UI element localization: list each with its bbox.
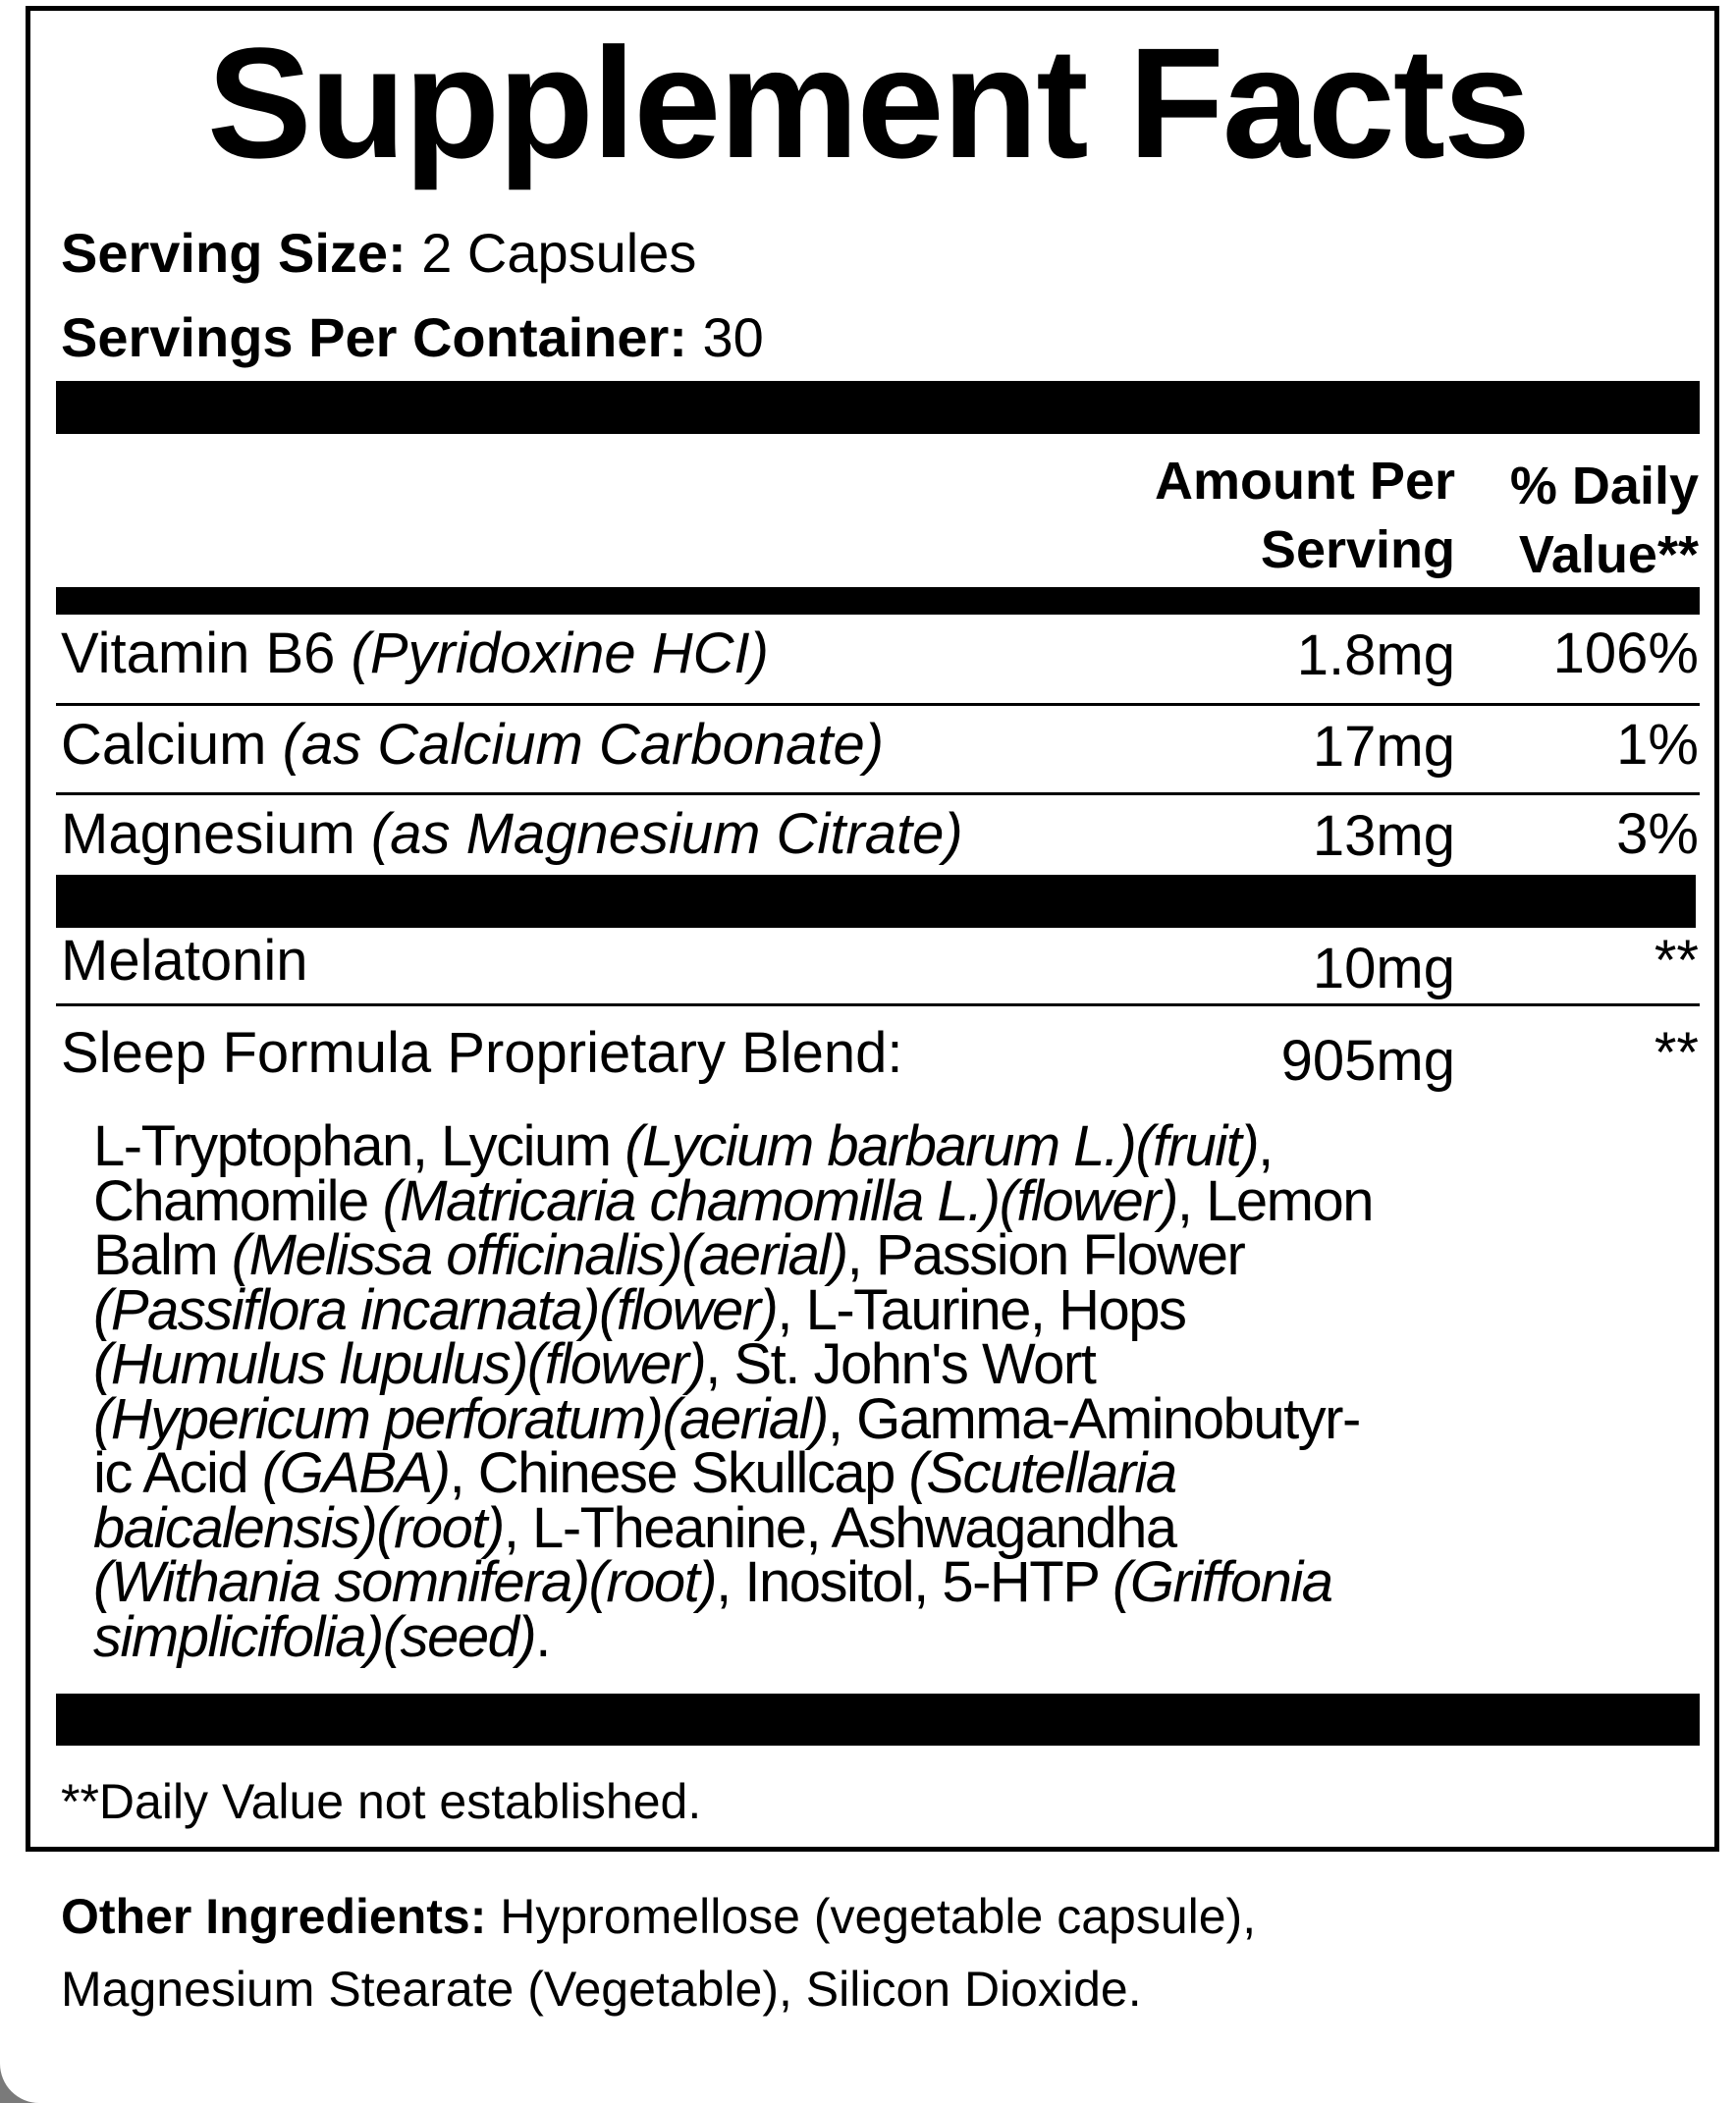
blend-ingredients-line — [93, 1441, 1373, 1505]
nutrient-source: (as Magnesium Citrate) — [370, 802, 963, 866]
botanical-source: (Scutellaria — [908, 1441, 1176, 1505]
ingredient-text: , L-Taurine, Hops — [777, 1277, 1186, 1342]
ingredient-text: Balm — [93, 1223, 232, 1287]
row-divider — [56, 703, 1700, 706]
nutrient-source: (as Calcium Carbonate) — [282, 713, 885, 777]
ingredient-text: , Chinese Skullcap — [449, 1441, 909, 1505]
dv-header-line1: % Daily — [1509, 457, 1699, 515]
ingredient-text: , — [1258, 1114, 1273, 1178]
nutrient-amount: 13mg — [1312, 804, 1455, 868]
ingredient-text: , Passion Flower — [846, 1223, 1245, 1287]
botanical-source: simplicifolia)(seed) — [93, 1604, 536, 1669]
row-divider — [56, 792, 1700, 795]
other-ingredients-line1 — [61, 1887, 1256, 1946]
servings-per-container — [61, 306, 764, 369]
botanical-source: baicalensis)(root) — [93, 1495, 504, 1560]
botanical-source: (Humulus lupulus)(flower) — [93, 1332, 706, 1396]
blend-ingredients-line — [93, 1223, 1373, 1287]
botanical-source: (Passiflora incarnata)(flower) — [93, 1277, 778, 1342]
nutrient-source: (Pyridoxine HCI) — [351, 621, 769, 685]
servings-per-container-label: Servings Per Container: — [61, 306, 687, 368]
daily-value-header — [1510, 452, 1699, 589]
ingredient-text: . — [535, 1604, 550, 1669]
medium-divider — [56, 587, 1700, 615]
nutrient-daily-value: 3% — [1616, 802, 1699, 866]
serving-size — [61, 222, 696, 285]
dv-header-line2: Value** — [1518, 525, 1699, 584]
ingredient-text: L-Tryptophan, Lycium — [93, 1114, 625, 1178]
nutrient-name — [61, 711, 884, 780]
blend-ingredients-line — [93, 1168, 1373, 1233]
botanical-source: (Lycium barbarum L.)(fruit) — [624, 1114, 1259, 1178]
amount-header-line1: Amount Per — [1154, 452, 1455, 511]
other-ingredients-text: Hypromellose (vegetable capsule), — [486, 1889, 1257, 1944]
blend-daily-value: ** — [1654, 1021, 1699, 1085]
row-divider — [56, 1003, 1700, 1006]
other-ingredients-label: Other Ingredients: — [61, 1889, 487, 1944]
nutrient-name — [61, 620, 769, 688]
amount-header — [1155, 447, 1455, 584]
blend-ingredients-line — [93, 1604, 1373, 1669]
thick-divider — [56, 381, 1700, 434]
blend-ingredients-line — [93, 1550, 1373, 1614]
ingredient-text: Chamomile — [93, 1168, 383, 1233]
daily-value-footnote: **Daily Value not established. — [61, 1774, 702, 1829]
botanical-source: (GABA) — [261, 1441, 450, 1505]
nutrient-daily-value: 1% — [1616, 713, 1699, 777]
blend-name: Sleep Formula Proprietary Blend: — [61, 1021, 903, 1085]
blend-ingredients-line — [93, 1386, 1373, 1451]
blend-ingredients-list — [93, 1114, 1373, 1669]
nutrient-amount: 1.8mg — [1296, 623, 1455, 687]
blend-ingredients-line — [93, 1114, 1373, 1178]
ingredient-text: , Gamma-Aminobutyr- — [827, 1386, 1360, 1451]
thick-divider — [56, 1694, 1700, 1746]
nutrient-label: Magnesium — [61, 802, 371, 866]
melatonin-amount: 10mg — [1312, 937, 1455, 1000]
nutrient-name — [61, 800, 963, 869]
servings-per-container-value: 30 — [686, 306, 764, 368]
amount-header-line2: Serving — [1260, 520, 1455, 579]
serving-size-label: Serving Size: — [61, 222, 407, 284]
blend-ingredients-line — [93, 1277, 1373, 1342]
nutrient-label: Calcium — [61, 713, 283, 777]
panel-title: Supplement Facts — [206, 15, 1530, 190]
thick-divider — [56, 875, 1696, 928]
blend-amount: 905mg — [1280, 1029, 1455, 1093]
botanical-source: (Withania somnifera)(root) — [93, 1550, 717, 1614]
serving-size-value: 2 Capsules — [406, 222, 697, 284]
blend-ingredients-line — [93, 1332, 1373, 1396]
nutrient-amount: 17mg — [1312, 715, 1455, 779]
ingredient-text: ic Acid — [93, 1441, 262, 1505]
nutrient-label: Vitamin B6 — [61, 621, 352, 685]
ingredient-text: , Inositol, 5-HTP — [716, 1550, 1112, 1614]
other-ingredients-line2: Magnesium Stearate (Vegetable), Silicon Dioxide. — [61, 1962, 1142, 2017]
botanical-source: (Hypericum perforatum)(aerial) — [93, 1386, 828, 1451]
botanical-source: (Griffonia — [1112, 1550, 1332, 1614]
ingredient-text: , Lemon — [1176, 1168, 1373, 1233]
ingredient-text: , St. John's Wort — [705, 1332, 1096, 1396]
blend-ingredients-line — [93, 1495, 1373, 1560]
ingredient-text: , L-Theanine, Ashwagandha — [503, 1495, 1176, 1560]
melatonin-name: Melatonin — [61, 929, 308, 993]
melatonin-daily-value: ** — [1654, 929, 1699, 993]
botanical-source: (Matricaria chamomilla L.)(flower) — [382, 1168, 1177, 1233]
nutrient-daily-value: 106% — [1552, 621, 1699, 685]
botanical-source: (Melissa officinalis)(aerial) — [231, 1223, 847, 1287]
